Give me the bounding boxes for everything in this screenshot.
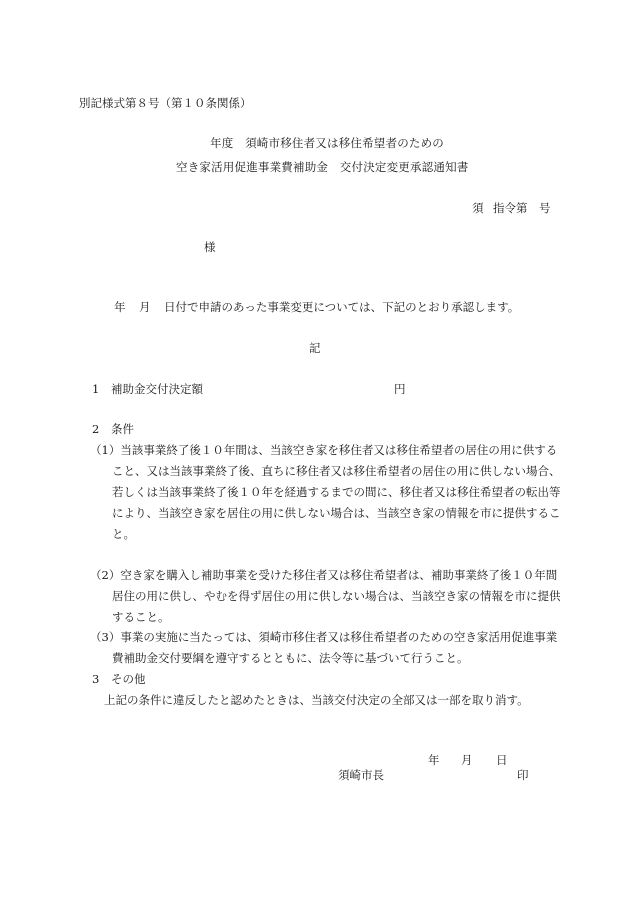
document-title-line1: 年度 須崎市移住者又は移住希望者のための bbox=[210, 136, 444, 150]
condition3-line1: （3）事業の実施に当たっては、須崎市移住者又は移住希望者のための空き家活用促進事業 bbox=[90, 630, 558, 644]
section3-label: その他 bbox=[111, 672, 146, 686]
signer-title: 須崎市長 bbox=[338, 768, 384, 782]
section3-text: 上記の条件に違反したと認めたときは、当該交付決定の全部又は一部を取り消す。 bbox=[104, 693, 529, 707]
condition1-line3: 若しくは当該事業終了後１０年を経過するまでの間に、移住者又は移住希望者の転出等 bbox=[112, 485, 561, 499]
intro-text: 日付で申請のあった事業変更については、下記のとおり承認します。 bbox=[164, 300, 520, 314]
section3-number: 3 bbox=[92, 672, 100, 686]
document-title-line2: 空き家活用促進事業費補助金 交付決定変更承認通知書 bbox=[176, 160, 469, 174]
reference-number: 指令第 号 bbox=[493, 201, 551, 215]
form-number: 別記様式第８号（第１０条関係） bbox=[79, 96, 252, 110]
addressee-suffix: 様 bbox=[204, 240, 216, 254]
seal-mark: 印 bbox=[517, 768, 529, 782]
date-year: 年 bbox=[428, 753, 440, 767]
condition1-line5: と。 bbox=[112, 527, 135, 541]
condition3-line2: 費補助金交付要綱を遵守するとともに、法令等に基づいて行うこと。 bbox=[112, 651, 469, 665]
condition1-line4: により、当該空き家を居住の用に供しない場合は、当該空き家の情報を市に提供するこ bbox=[112, 506, 561, 520]
section2-label: 条件 bbox=[111, 422, 134, 436]
reference-prefix: 須 bbox=[472, 201, 484, 215]
condition1-line2: こと、又は当該事業終了後、直ちに移住者又は移住希望者の居住の用に供しない場合、 bbox=[112, 464, 561, 478]
section2-number: 2 bbox=[92, 422, 100, 436]
condition2-line2: 居住の用に供し、やむを得ず居住の用に供しない場合は、当該空き家の情報を市に提供 bbox=[112, 589, 561, 603]
intro-month: 月 bbox=[139, 300, 151, 314]
section1-number: 1 bbox=[92, 382, 100, 396]
ki-heading: 記 bbox=[309, 341, 321, 355]
date-month: 月 bbox=[461, 753, 473, 767]
date-day: 日 bbox=[496, 753, 508, 767]
condition1-line1: （1）当該事業終了後１０年間は、当該空き家を移住者又は移住希望者の居住の用に供する bbox=[90, 443, 558, 457]
intro-year: 年 bbox=[114, 300, 126, 314]
condition2-line3: すること。 bbox=[112, 610, 170, 624]
section1-unit: 円 bbox=[394, 382, 406, 396]
condition2-line1: （2）空き家を購入し補助事業を受けた移住者又は移住希望者は、補助事業終了後１０年間 bbox=[90, 568, 558, 582]
section1-label: 補助金交付決定額 bbox=[111, 382, 203, 396]
